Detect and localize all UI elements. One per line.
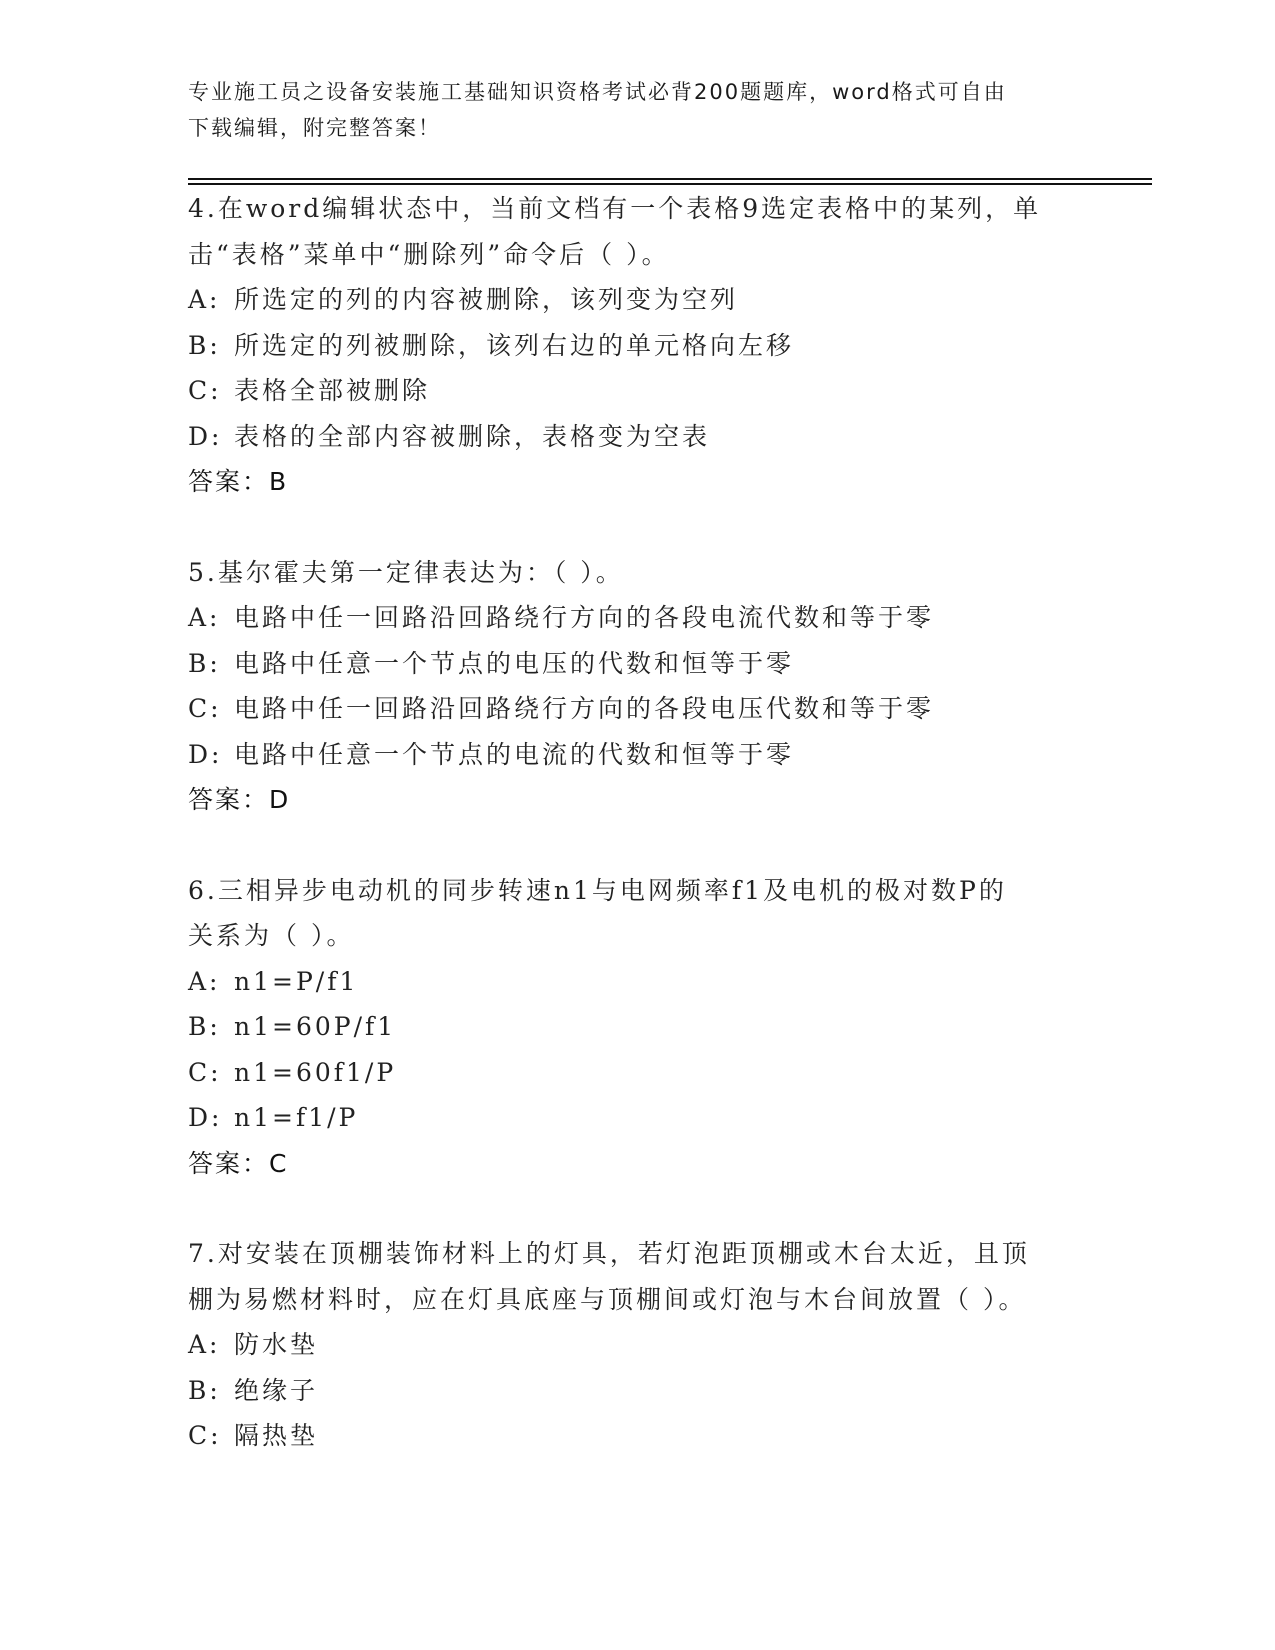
option-text: 隔热垫 xyxy=(234,1421,319,1450)
option-text: 所选定的列的内容被删除，该列变为空列 xyxy=(234,285,739,314)
header-divider-top xyxy=(188,178,1152,180)
option-b xyxy=(188,1004,1088,1050)
option-c xyxy=(188,686,1088,732)
question-stem-line: 6.三相异步电动机的同步转速n1与电网频率f1及电机的极对数P的 xyxy=(188,875,1007,905)
question-stem-line: 关系为（ ）。 xyxy=(188,921,355,950)
option-text: 电路中任意一个节点的电流的代数和恒等于零 xyxy=(234,739,795,769)
option-letter: B: xyxy=(188,1375,221,1405)
option-letter: A: xyxy=(188,603,221,632)
header-line-1: 专业施工员之设备安装施工基础知识资格考试必背200题题库，word格式可自由 xyxy=(188,80,1007,104)
option-text: n1=60P/f1 xyxy=(234,1012,397,1041)
question-stem-line: 7.对安装在顶棚装饰材料上的灯具，若灯泡距顶棚或木台太近，且顶 xyxy=(188,1239,1030,1268)
option-letter: D: xyxy=(188,1103,223,1132)
option-d xyxy=(188,1095,1088,1141)
question-stem-line: 击“表格”菜单中“删除列”命令后（ ）。 xyxy=(188,239,670,269)
option-c xyxy=(188,368,1088,414)
option-a xyxy=(188,595,1088,641)
question-stem-line: 棚为易燃材料时，应在灯具底座与顶棚间或灯泡与木台间放置（ ）。 xyxy=(188,1284,1027,1314)
option-c xyxy=(188,1050,1088,1096)
header-line-2: 下载编辑，附完整答案！ xyxy=(188,116,441,140)
option-b xyxy=(188,1368,1088,1414)
option-a xyxy=(188,1322,1088,1368)
option-a xyxy=(188,277,1088,323)
option-letter: C: xyxy=(188,1421,222,1450)
option-text: 所选定的列被删除，该列右边的单元格向左移 xyxy=(234,330,795,360)
header-divider-bottom xyxy=(188,183,1152,185)
option-letter: A: xyxy=(188,966,221,996)
option-text: 防水垫 xyxy=(234,1330,319,1359)
option-letter: C: xyxy=(188,1057,222,1087)
question-4 xyxy=(188,186,1088,505)
question-7 xyxy=(188,1231,1088,1459)
option-letter: C: xyxy=(188,694,222,723)
document-header xyxy=(188,74,1068,146)
option-text: n1=P/f1 xyxy=(234,966,359,996)
option-c xyxy=(188,1413,1088,1459)
question-stem-line: 4.在word编辑状态中，当前文档有一个表格9选定表格中的某列，单 xyxy=(188,194,1042,223)
option-text: 绝缘子 xyxy=(234,1375,319,1405)
question-5 xyxy=(188,550,1088,823)
option-text: 表格的全部内容被删除，表格变为空表 xyxy=(234,421,711,451)
option-letter: B: xyxy=(188,330,221,360)
option-a xyxy=(188,959,1088,1005)
option-letter: D: xyxy=(188,739,223,769)
option-text: 表格全部被删除 xyxy=(234,376,431,405)
answer-line: 答案：D xyxy=(188,785,291,814)
option-b xyxy=(188,641,1088,687)
option-text: 电路中任意一个节点的电压的代数和恒等于零 xyxy=(234,648,795,678)
option-text: 电路中任一回路沿回路绕行方向的各段电流代数和等于零 xyxy=(234,603,935,632)
option-d xyxy=(188,414,1088,460)
question-stem-line: 5.基尔霍夫第一定律表达为：（ ）。 xyxy=(188,557,624,587)
answer-line: 答案：C xyxy=(188,1148,289,1178)
question-list xyxy=(188,186,1088,1504)
option-b xyxy=(188,323,1088,369)
option-text: 电路中任一回路沿回路绕行方向的各段电压代数和等于零 xyxy=(234,694,935,723)
option-d xyxy=(188,732,1088,778)
option-letter: A: xyxy=(188,1330,221,1359)
option-letter: B: xyxy=(188,1012,221,1041)
option-text: n1=f1/P xyxy=(234,1103,359,1132)
option-letter: A: xyxy=(188,285,221,314)
option-text: n1=60f1/P xyxy=(234,1057,397,1087)
option-letter: D: xyxy=(188,421,223,451)
question-6 xyxy=(188,868,1088,1187)
option-letter: C: xyxy=(188,376,222,405)
answer-line: 答案：B xyxy=(188,467,289,496)
option-letter: B: xyxy=(188,648,221,678)
